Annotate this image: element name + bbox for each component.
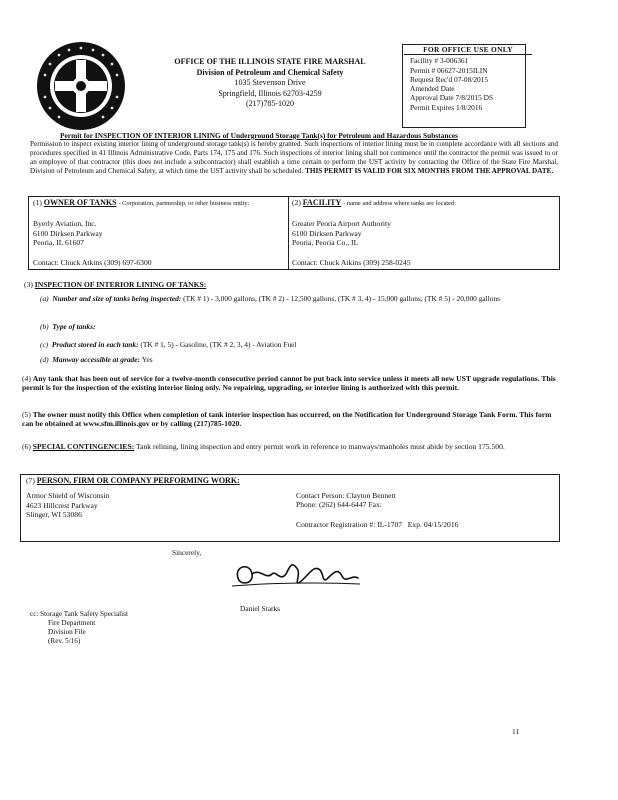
intro-validity: THIS PERMIT IS VALID FOR SIX MONTHS FROM THE APPROVAL DATE.	[305, 166, 554, 175]
item-c-value: (TK # 1, 5) - Gasoline, (TK # 2, 3, 4) - Aviation Fuel	[140, 340, 297, 349]
section-3-label: INSPECTION OF INTERIOR LINING OF TANKS:	[34, 280, 207, 289]
section-4-num: (4)	[22, 374, 31, 383]
cc-line-1: cc: Storage Tank Safety Specialist	[30, 610, 128, 618]
item-a-value: (TK # 1) - 3,000 gallons, (TK # 2) - 12,500 gallons, (TK # 3, 4) - 15,000 gallons, (TK # 5) - 20,000 gallons	[183, 294, 501, 303]
section-6-label: SPECIAL CONTINGENCIES:	[32, 442, 135, 451]
office-address: 1035 Stevenson Drive	[234, 78, 306, 87]
facility-label: FACILITY	[302, 198, 342, 207]
permit-number: Permit # 06627-2015ILIN	[410, 65, 488, 75]
section-4-text: Any tank that has been out of service for a twelve-month consecutive period cannot be put back into service unless it meets all new UST upgrade regulations. This permit is for the inspection of the existing interior lining only. No repairing, upgrading, or interior lining is authorized with this permit.	[22, 374, 556, 393]
sincerely-label: Sincerely,	[172, 548, 202, 557]
item-a-text: Number and size of tanks being inspected:	[52, 294, 182, 303]
office-header	[140, 57, 400, 110]
owner-city: Peoria, IL 61607	[33, 238, 84, 248]
section-6	[22, 442, 558, 451]
office-use-fields	[410, 45, 526, 112]
performer-cert: Contractor Registration #: IL-1707	[296, 519, 403, 529]
item-b	[40, 322, 96, 331]
facility-city: Peoria, Peoria Co., IL	[292, 238, 359, 248]
facility-contact: Contact: Chuck Atkins (309) 258-0245	[292, 257, 411, 267]
state-fire-marshal-seal	[35, 40, 127, 132]
item-d-text: Manway accessible at grade:	[52, 355, 140, 364]
handwritten-signature	[228, 556, 368, 596]
performer-name: Armor Shield of Wisconsin	[26, 491, 110, 501]
performer-contact-block	[296, 491, 556, 529]
cc-line-3: Division File	[48, 627, 86, 636]
section-5	[22, 410, 558, 429]
office-city: Springfield, Illinois 62703-4259	[218, 88, 322, 98]
office-phone: (217)785-1020	[246, 99, 294, 108]
facility-block	[292, 198, 554, 267]
approval-date: Approval Date 7/8/2015 DS	[410, 93, 494, 103]
owner-contact: Contact: Chuck Atkins (309) 697-6300	[33, 257, 152, 267]
performer-label: PERSON, FIRM OR COMPANY PERFORMING WORK:	[36, 476, 240, 485]
item-b-text: Type of tanks:	[52, 322, 96, 331]
owner-street: 6100 Dirksen Parkway	[33, 228, 103, 238]
cc-line-2: Fire Department	[48, 618, 96, 627]
section-5-num: (5)	[22, 410, 31, 419]
item-d	[40, 355, 153, 364]
owner-block	[33, 198, 283, 267]
owner-num: (1)	[33, 198, 42, 207]
amended-date: Amended Date	[410, 84, 455, 94]
item-d-label: (d)	[40, 355, 49, 364]
item-a	[40, 294, 558, 303]
cc-block	[30, 610, 128, 646]
office-division: Division of Petroleum and Chemical Safety	[196, 67, 344, 77]
owner-label: OWNER OF TANKS	[43, 198, 117, 207]
facility-street: 6100 Dirksen Parkway	[292, 228, 362, 238]
item-a-label: (a)	[40, 294, 49, 303]
facility-number: Facility # 3-006361	[410, 56, 469, 66]
performer-contact: Contact Person: Clayton Bennett	[296, 491, 396, 500]
section-3-heading	[24, 280, 554, 289]
permit-expires: Permit Expires 1/8/2016	[410, 102, 483, 112]
item-d-value: Yes	[141, 355, 153, 364]
section-4	[22, 374, 558, 393]
page-number: 11	[512, 727, 520, 736]
intro-text: Permission to inspect existing interior lining of underground storage tank(s) is hereby granted. Such inspections of interior lining must be in complete accordance with all sections and procedures specified in 41 Illinois Administrative Code, Parts 174, 175 and 176. Such inspections of interior lining shall not commence until the contractor the permit was issued to or an employee of that contractor (this does not include a subcontractor) shall establish a time certain to perform the UST activity by contacting the Office of the State Fire Marshal, Division of Petroleum and Chemical Safety, at which time the UST activity shall be scheduled.	[30, 140, 558, 175]
performer-num: (7)	[26, 476, 35, 485]
section-5-text: The owner must notify this Office when completion of tank interior inspection has occurred, on the Notification for Underground Storage Tank Form. This form can be obtained at www.sfm.illinois.gov or by calling (217)785-1020.	[22, 410, 552, 429]
section-3-num: (3)	[24, 280, 33, 289]
section-6-num: (6)	[22, 442, 31, 451]
owner-name: Byerly Aviation, Inc.	[33, 219, 97, 229]
facility-num: (2)	[292, 198, 301, 207]
facility-name: Greater Peoria Airport Authority	[292, 219, 391, 229]
office-title: OFFICE OF THE ILLINOIS STATE FIRE MARSHAL	[174, 57, 366, 66]
performer-block	[26, 476, 326, 520]
performer-street: 4623 Hillcrest Parkway	[26, 500, 98, 510]
signer-name: Daniel Starks	[240, 604, 281, 613]
request-received: Request Rec'd 07-08/2015	[410, 74, 489, 84]
cc-line-4: (Rev. 5/16)	[48, 636, 81, 645]
performer-phone: Phone: (262) 644-6447 Fax:	[296, 500, 382, 510]
owner-desc: - Corporation, partnership, or other business entity:	[118, 200, 250, 207]
item-b-label: (b)	[40, 322, 49, 331]
item-c-text: Product stored in each tank:	[51, 340, 139, 349]
performer-city: Slinger, WI 53086	[26, 510, 82, 520]
facility-desc: - name and address where tanks are located:	[343, 200, 456, 207]
section-6-text: Tank relining, lining inspection and entry permit work in reference to manways/manholes must abide by section 175.500.	[136, 442, 505, 451]
office-use-header: FOR OFFICE USE ONLY	[404, 45, 532, 55]
performer-cert-exp: Exp. 04/15/2016	[407, 519, 459, 529]
item-c-label: (c)	[40, 340, 49, 349]
permit-title: Permit for INSPECTION OF INTERIOR LINING of Underground Storage Tank(s) for Petroleum and Hazardous Substances	[60, 131, 458, 140]
item-c	[40, 340, 558, 349]
intro-paragraph	[30, 140, 558, 176]
